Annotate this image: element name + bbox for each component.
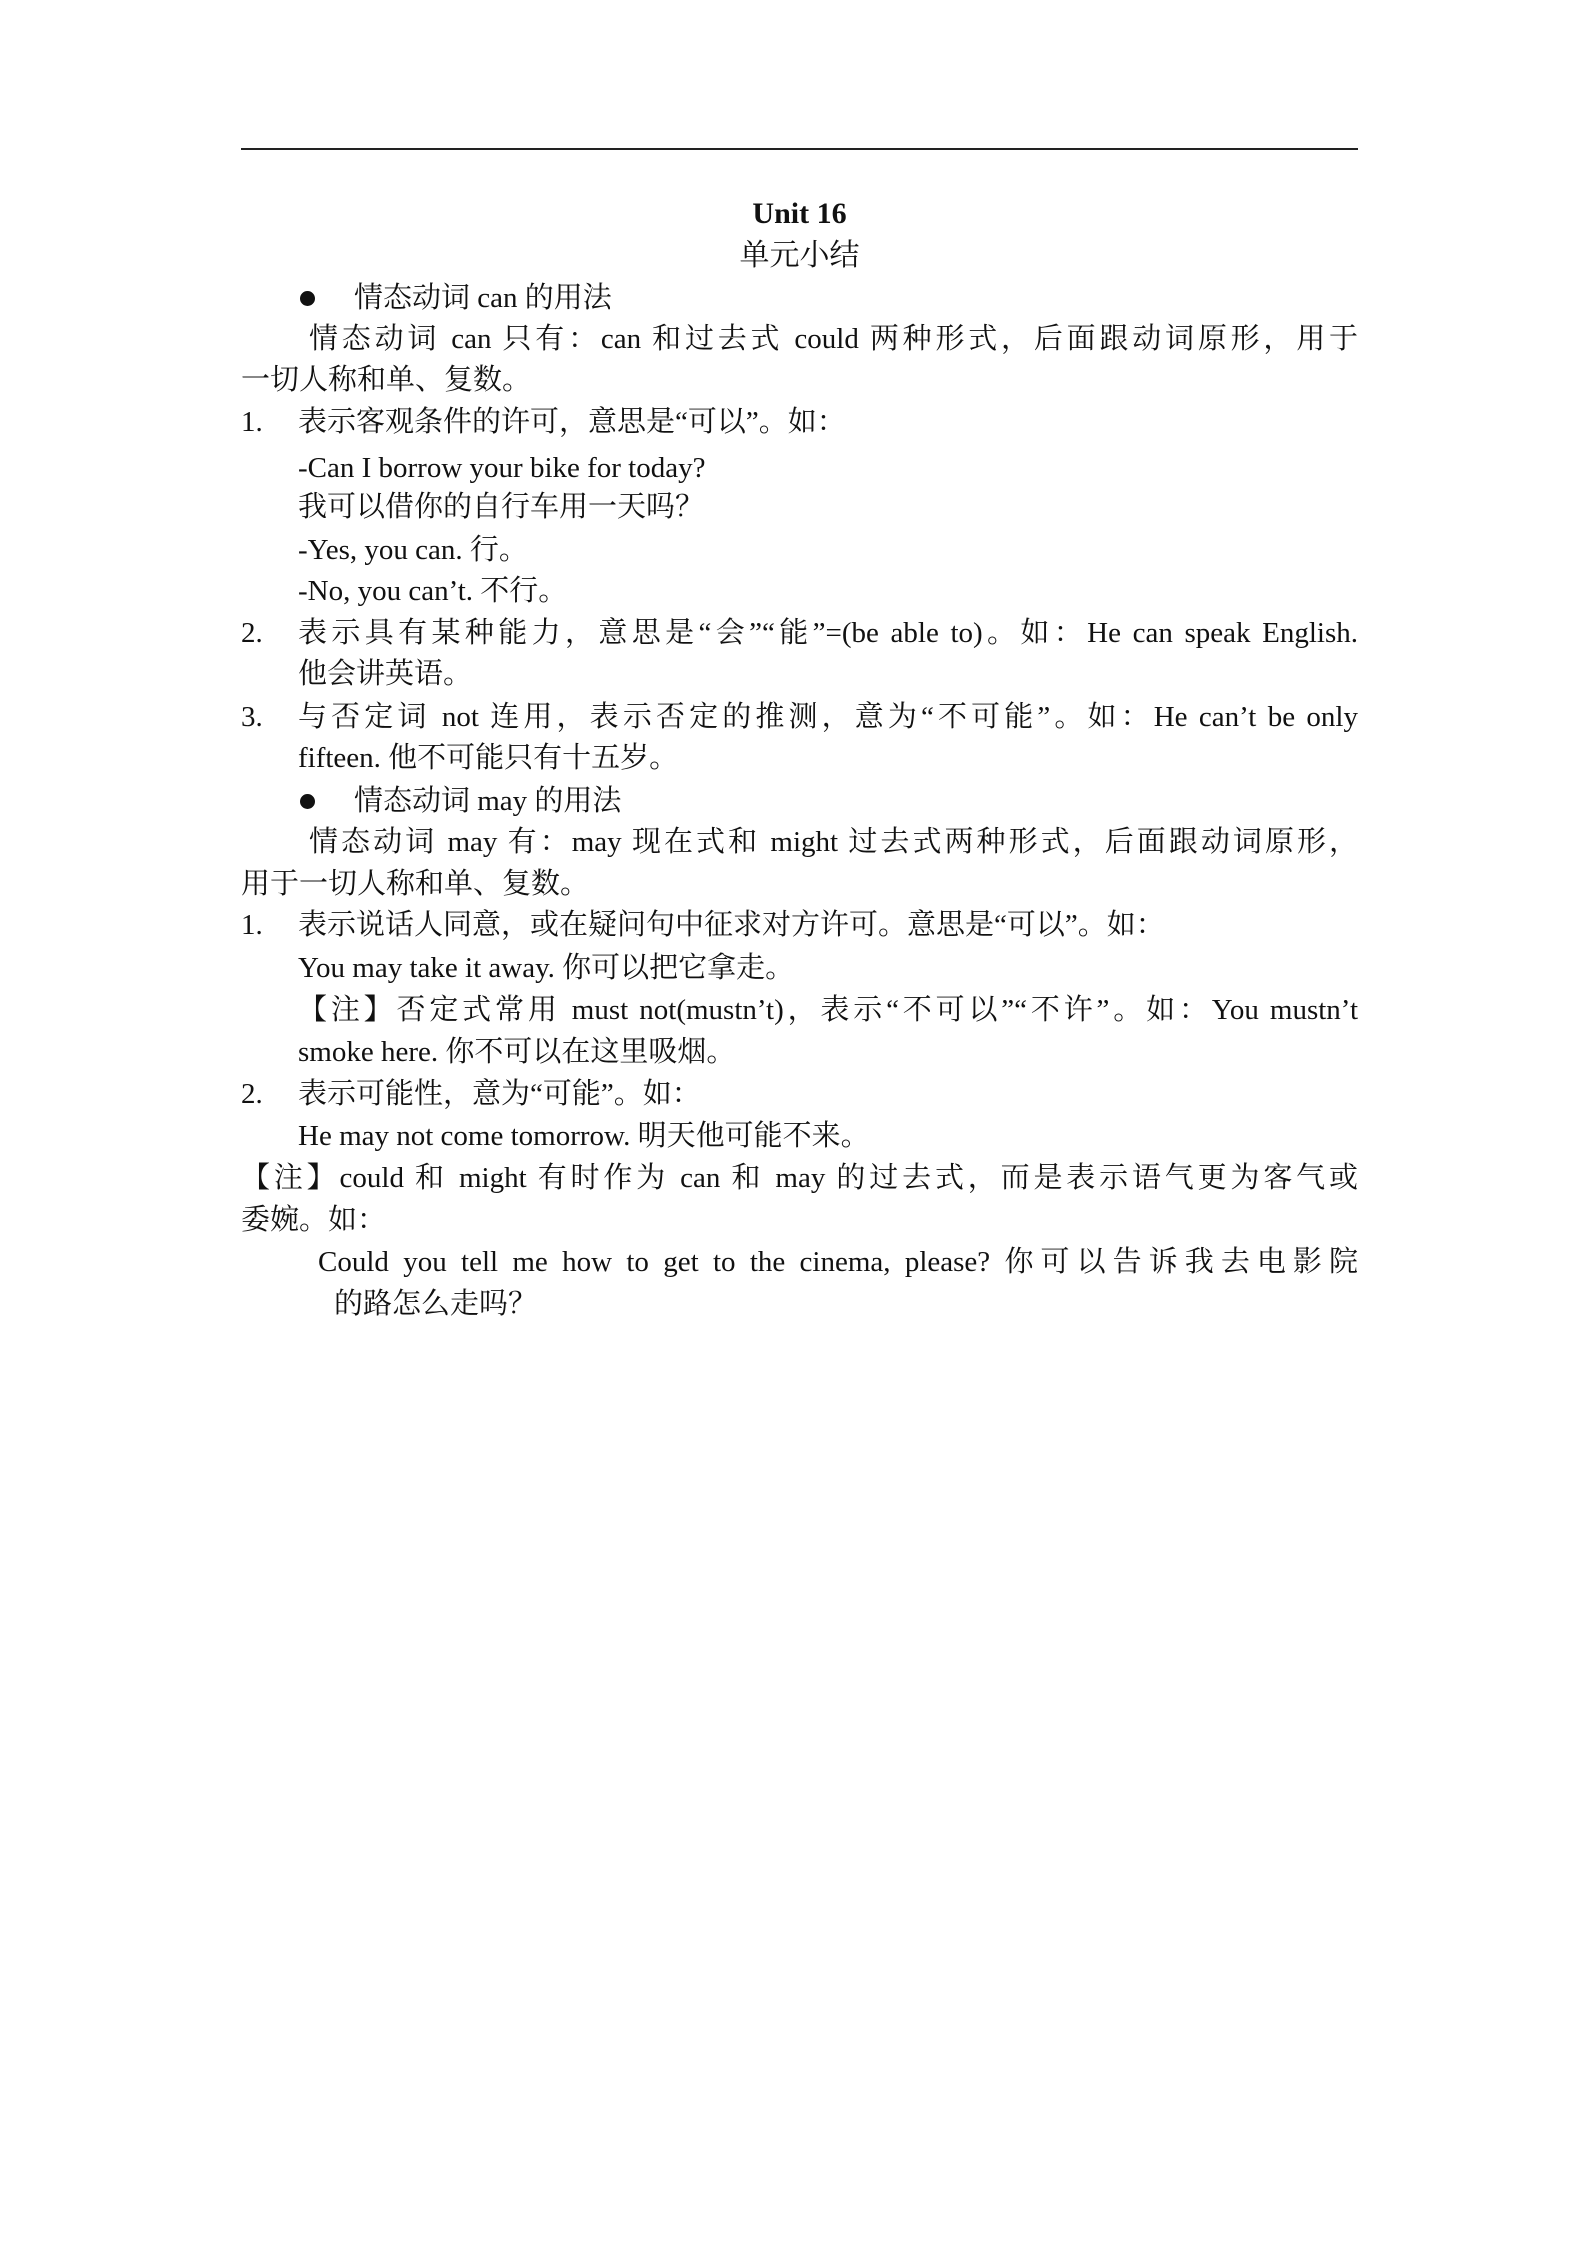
may-intro-line-1: 情态动词 may 有：may 现在式和 might 过去式两种形式，后面跟动词原形， (309, 826, 1358, 858)
can-item-3-line-1: 与否定词 not 连用，表示否定的推测，意为“不可能”。如：He can’t be only (298, 701, 1358, 733)
list-number: 2. (241, 1078, 263, 1110)
list-number: 3. (241, 701, 263, 733)
example-sentence: He may not come tomorrow. 明天他可能不来。 (298, 1120, 870, 1152)
example-sentence: -Yes, you can. 行。 (298, 534, 528, 566)
can-intro-line-2: 一切人称和单、复数。 (241, 364, 532, 396)
final-note-line-2: 委婉。如： (241, 1204, 387, 1236)
list-number: 2. (241, 617, 263, 649)
can-item-3-line-2: fifteen. 他不可能只有十五岁。 (298, 742, 679, 774)
example-translation: 我可以借你的自行车用一天吗？ (298, 491, 705, 523)
example-sentence: -Can I borrow your bike for today? (298, 452, 706, 484)
example-sentence: You may take it away. 你可以把它拿走。 (298, 952, 795, 984)
final-example-line-1: Could you tell me how to get to the cinema, please? 你可以告诉我去电影院 (318, 1246, 1358, 1278)
bullet-icon (300, 794, 315, 809)
can-item-2-line-1: 表示具有某种能力，意思是“会”“能”=(be able to)。如：He can speak English. (298, 617, 1358, 649)
final-example-line-2: 的路怎么走吗？ (334, 1288, 538, 1320)
header-rule (241, 148, 1358, 150)
section-heading-may: 情态动词 may 的用法 (354, 785, 622, 817)
can-item-2-line-2: 他会讲英语。 (298, 658, 473, 690)
example-sentence: -No, you can’t. 不行。 (298, 575, 568, 607)
final-note-line-1: 【注】could 和 might 有时作为 can 和 may 的过去式，而是表示语气更为客气或 (241, 1162, 1358, 1194)
may-note-line-1: 【注】否定式常用 must not(mustn’t)，表示“不可以”“不许”。如：You mustn’t (298, 994, 1358, 1026)
can-intro-line-1: 情态动词 can 只有：can 和过去式 could 两种形式，后面跟动词原形，用于 (309, 323, 1358, 355)
page-title: Unit 16 (752, 197, 847, 230)
list-number: 1. (241, 909, 263, 941)
bullet-icon (300, 291, 315, 306)
can-item-1-text: 表示客观条件的许可，意思是“可以”。如： (298, 406, 846, 438)
may-item-2-text: 表示可能性，意为“可能”。如： (298, 1078, 701, 1110)
list-number: 1. (241, 406, 263, 438)
page-subtitle: 单元小结 (739, 239, 860, 272)
may-note-line-2: smoke here. 你不可以在这里吸烟。 (298, 1036, 736, 1068)
may-item-1-text: 表示说话人同意，或在疑问句中征求对方许可。意思是“可以”。如： (298, 909, 1165, 941)
section-heading-can: 情态动词 can 的用法 (354, 282, 612, 314)
may-intro-line-2: 用于一切人称和单、复数。 (241, 868, 590, 900)
